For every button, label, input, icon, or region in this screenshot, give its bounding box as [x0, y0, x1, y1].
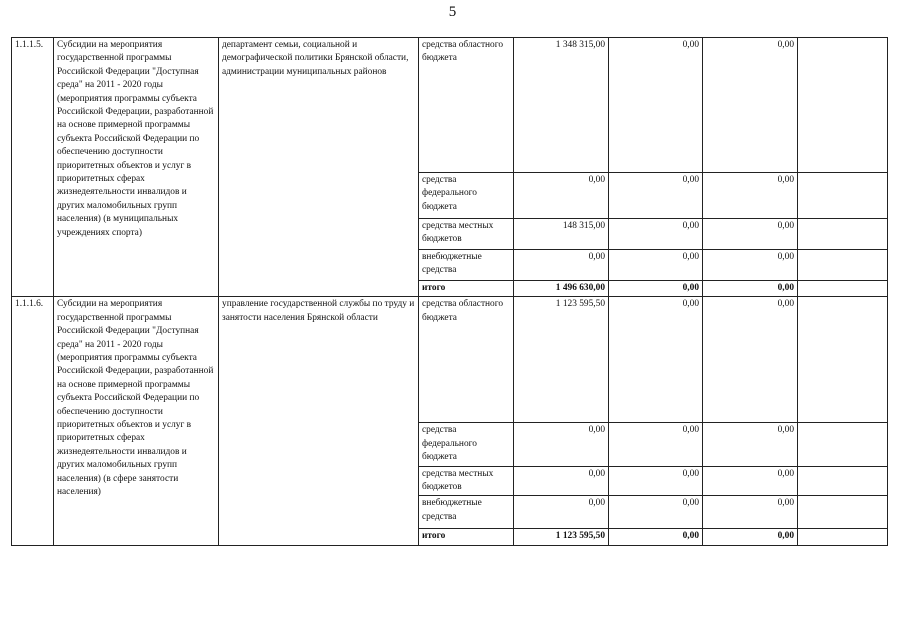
- value-cell: 0,00: [514, 496, 609, 529]
- value-cell: 0,00: [609, 38, 703, 173]
- value-cell: 0,00: [514, 250, 609, 281]
- empty-cell: [798, 250, 888, 281]
- source-label: итого: [419, 529, 514, 545]
- source-label: средства местных бюджетов: [419, 466, 514, 496]
- value-cell: 148 315,00: [514, 219, 609, 250]
- source-label: средства местных бюджетов: [419, 219, 514, 250]
- value-cell: 0,00: [609, 250, 703, 281]
- value-cell: 0,00: [609, 466, 703, 496]
- empty-cell: [798, 219, 888, 250]
- item-code: 1.1.1.5.: [12, 38, 54, 297]
- value-cell: 0,00: [609, 297, 703, 423]
- source-label: средства федерального бюджета: [419, 423, 514, 466]
- source-label: внебюджетные средства: [419, 496, 514, 529]
- value-cell: 0,00: [514, 423, 609, 466]
- value-cell: 1 348 315,00: [514, 38, 609, 173]
- value-cell: 0,00: [609, 281, 703, 297]
- value-cell: 0,00: [703, 219, 798, 250]
- value-cell: 0,00: [703, 281, 798, 297]
- table-row: [12, 38, 888, 173]
- value-cell: 0,00: [703, 173, 798, 219]
- value-cell: 1 496 630,00: [514, 281, 609, 297]
- source-label: средства областного бюджета: [419, 38, 514, 173]
- page-number: 5: [448, 4, 457, 20]
- value-cell: 0,00: [703, 496, 798, 529]
- empty-cell: [798, 423, 888, 466]
- value-cell: 0,00: [514, 466, 609, 496]
- source-label: внебюджетные средства: [419, 250, 514, 281]
- source-label: средства областного бюджета: [419, 297, 514, 423]
- value-cell: 0,00: [703, 423, 798, 466]
- empty-cell: [798, 466, 888, 496]
- value-cell: 1 123 595,50: [514, 297, 609, 423]
- value-cell: 0,00: [703, 529, 798, 545]
- value-cell: 0,00: [609, 423, 703, 466]
- empty-cell: [798, 281, 888, 297]
- source-label: средства федерального бюджета: [419, 173, 514, 219]
- item-name: Субсидии на мероприятия государственной программы Российской Федерации "Доступная среда" на 2011 - 2020 годы (мероприятия программы субъекта Российской Федерации, разработанной на основе примерной программы субъекта Российской Федерации по обеспечению доступности приоритетных объектов и услуг в приоритетных сферах жизнедеятельности инвалидов и других маломобильных групп населения) (в сфере занятости населения): [54, 297, 219, 545]
- value-cell: 0,00: [609, 219, 703, 250]
- value-cell: 0,00: [609, 529, 703, 545]
- value-cell: 1 123 595,50: [514, 529, 609, 545]
- value-cell: 0,00: [514, 173, 609, 219]
- item-code: 1.1.1.6.: [12, 297, 54, 545]
- table-row: [12, 297, 888, 423]
- empty-cell: [798, 496, 888, 529]
- empty-cell: [798, 297, 888, 423]
- value-cell: 0,00: [703, 297, 798, 423]
- value-cell: 0,00: [609, 173, 703, 219]
- empty-cell: [798, 529, 888, 545]
- value-cell: 0,00: [703, 466, 798, 496]
- empty-cell: [798, 173, 888, 219]
- value-cell: 0,00: [609, 496, 703, 529]
- value-cell: 0,00: [703, 38, 798, 173]
- item-executor: департамент семьи, социальной и демографической политики Брянской области, администрации муниципальных районов: [219, 38, 419, 297]
- empty-cell: [798, 38, 888, 173]
- budget-table: [11, 37, 888, 546]
- item-name: Субсидии на мероприятия государственной программы Российской Федерации "Доступная среда" на 2011 - 2020 годы (мероприятия программы субъекта Российской Федерации, разработанной на основе примерной программы субъекта Российской Федерации по обеспечению доступности приоритетных объектов и услуг в приоритетных сферах жизнедеятельности инвалидов и других маломобильных групп населения) (в муниципальных учреждениях спорта): [54, 38, 219, 297]
- value-cell: 0,00: [703, 250, 798, 281]
- source-label: итого: [419, 281, 514, 297]
- item-executor: управление государственной службы по труду и занятости населения Брянской области: [219, 297, 419, 545]
